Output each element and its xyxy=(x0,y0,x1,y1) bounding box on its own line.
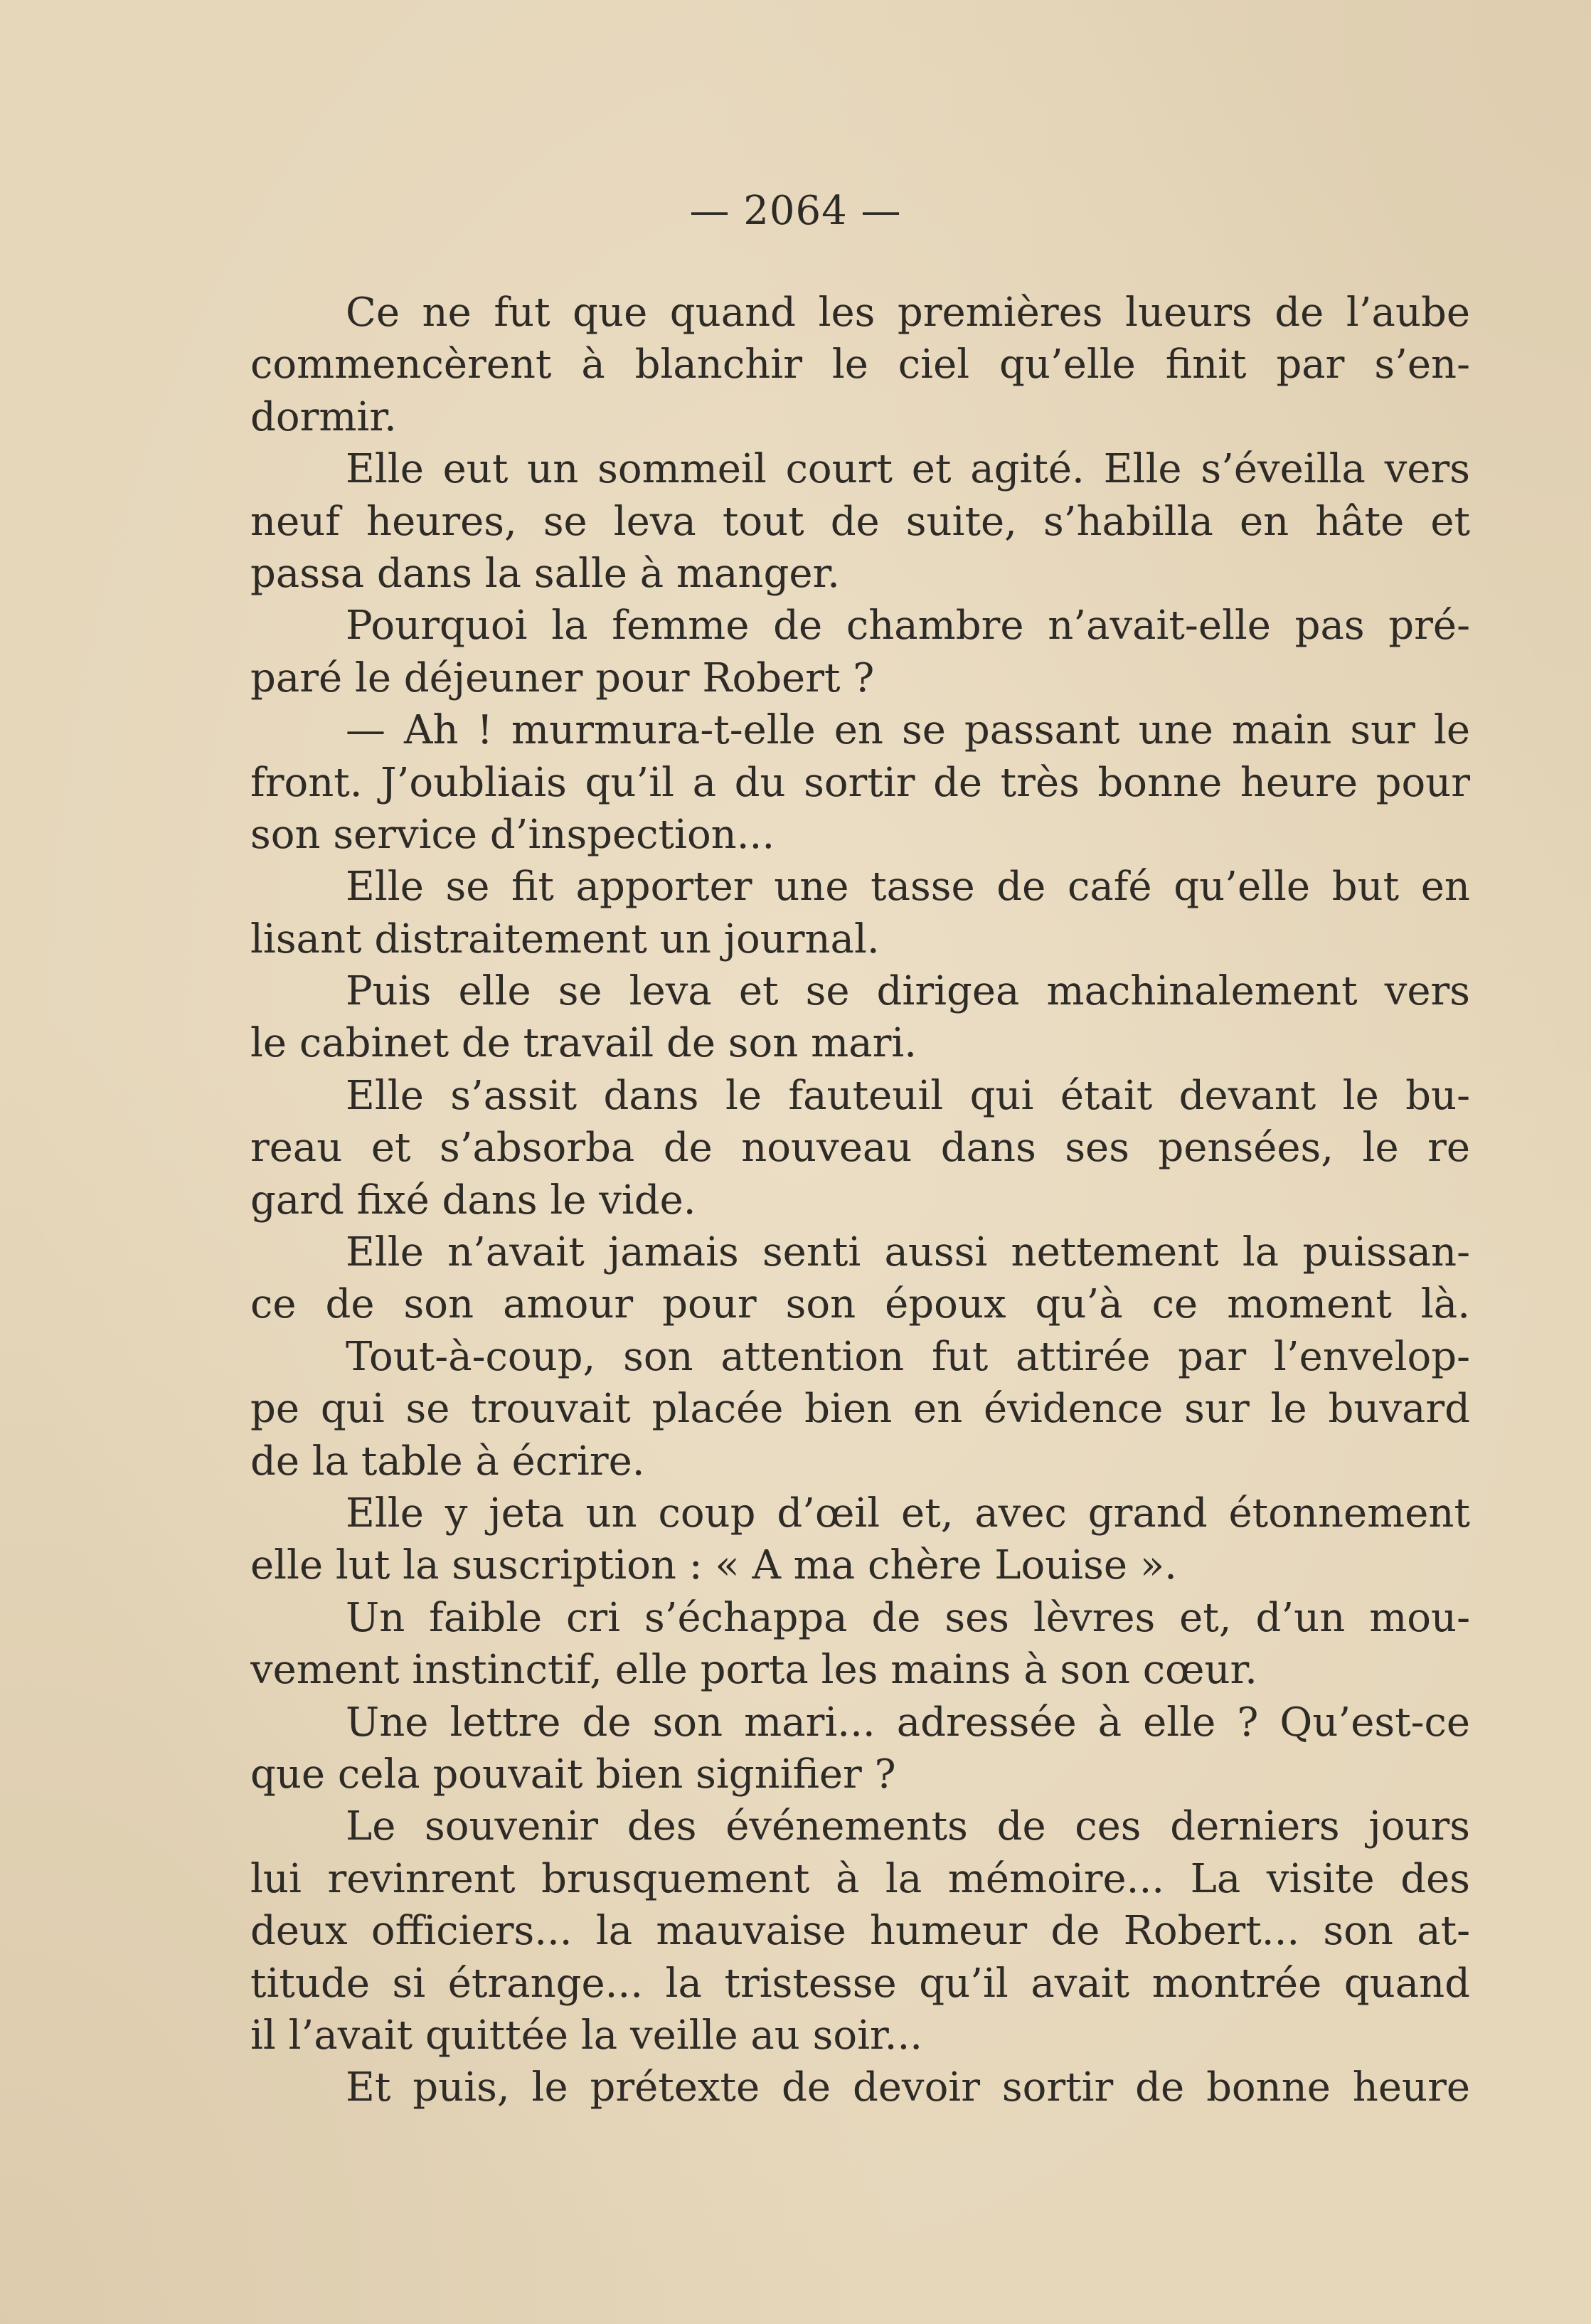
text-line: de la table à écrire. xyxy=(250,1438,645,1485)
text-line: Elle n’avait jamais senti aussi nettement la puissan- xyxy=(346,1229,1470,1276)
text-line: — Ah ! murmura-t-elle en se passant une main sur le xyxy=(346,707,1470,754)
text-line: le cabinet de travail de son mari. xyxy=(250,1020,917,1067)
text-line: gard fixé dans le vide. xyxy=(250,1177,696,1224)
text-line: front. J’oubliais qu’il a du sortir de très bonne heure pour xyxy=(250,759,1470,806)
text-line: vement instinctif, elle porta les mains à son cœur. xyxy=(250,1647,1257,1694)
text-line: Puis elle se leva et se dirigea machinalement vers xyxy=(346,968,1470,1015)
text-line: lui revinrent brusquement à la mémoire... La visite des xyxy=(250,1855,1470,1902)
text-line: elle lut la suscription : « A ma chère Louise ». xyxy=(250,1542,1177,1589)
body-text xyxy=(250,287,1470,2114)
text-line: Une lettre de son mari... adressée à elle ? Qu’est-ce xyxy=(346,1699,1470,1746)
text-line: Et puis, le prétexte de devoir sortir de bonne heure xyxy=(346,2064,1470,2111)
text-line: Elle y jeta un coup d’œil et, avec grand étonnement xyxy=(346,1490,1470,1537)
text-line: Le souvenir des événements de ces derniers jours xyxy=(346,1803,1470,1850)
text-line: paré le déjeuner pour Robert ? xyxy=(250,654,875,701)
text-line: il l’avait quittée la veille au soir... xyxy=(250,2012,923,2059)
text-line: lisant distraitement un journal. xyxy=(250,916,880,962)
text-line: deux officiers... la mauvaise humeur de Robert... son at- xyxy=(250,1908,1470,1955)
text-line: Elle eut un sommeil court et agité. Elle s’éveilla vers xyxy=(346,446,1470,493)
page-number: — 2064 — xyxy=(689,188,902,234)
text-line: pe qui se trouvait placée bien en évidence sur le buvard xyxy=(250,1386,1470,1433)
text-line: Ce ne fut que quand les premières lueurs de l’aube xyxy=(346,290,1470,336)
text-line: titude si étrange... la tristesse qu’il avait montrée quand xyxy=(250,1960,1470,2007)
text-line: commencèrent à blanchir le ciel qu’elle finit par s’en- xyxy=(250,341,1470,388)
text-line: ce de son amour pour son époux qu’à ce moment là. xyxy=(250,1281,1470,1328)
text-line: passa dans la salle à manger. xyxy=(250,550,840,597)
text-line: reau et s’absorba de nouveau dans ses pensées, le re xyxy=(250,1125,1470,1172)
text-line: dormir. xyxy=(250,393,397,440)
text-line: Elle se fit apporter une tasse de café qu’elle but en xyxy=(346,864,1470,911)
text-line: Un faible cri s’échappa de ses lèvres et, d’un mou- xyxy=(346,1594,1470,1641)
text-line: Tout-à-coup, son attention fut attirée par l’envelop- xyxy=(346,1333,1470,1380)
text-line: neuf heures, se leva tout de suite, s’habilla en hâte et xyxy=(250,498,1470,545)
text-line: Elle s’assit dans le fauteuil qui était devant le bu- xyxy=(346,1072,1470,1119)
text-line: son service d’inspection... xyxy=(250,811,775,858)
text-line: Pourquoi la femme de chambre n’avait-elle pas pré- xyxy=(346,603,1470,649)
text-line: que cela pouvait bien signifier ? xyxy=(250,1751,896,1798)
